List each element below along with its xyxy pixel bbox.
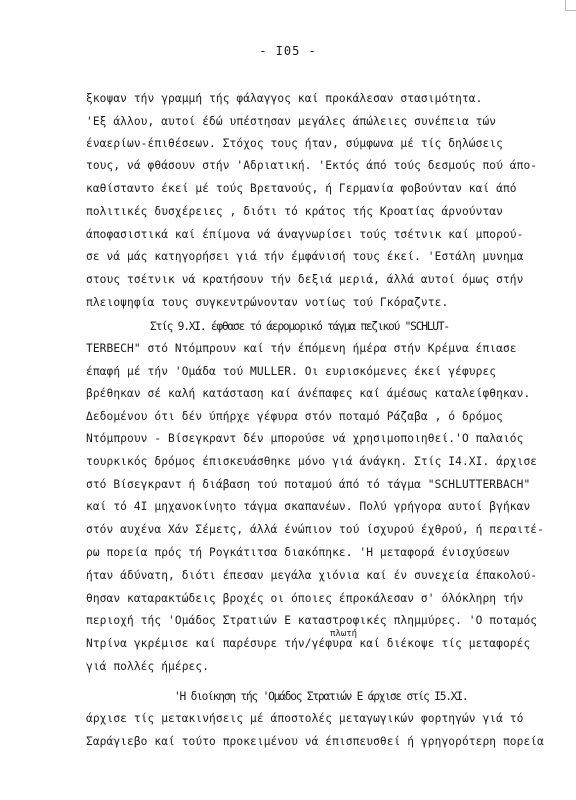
- text-line-14: βρέθηκαν σέ καλή κατάσταση καί άνέπαφες καί άμέσως καταλείφθηκαν.: [86, 387, 531, 400]
- text-line-24: περιοχή τής 'Ομάδος Στρατιών Ε καταστροφικές πλημμύρες. 'Ο ποταμός: [86, 614, 538, 627]
- text-line-25: Ντρίνα γκρέμισε καί παρέσυρε τήν/γέφυρα καί διέκοψε τίς μεταφορές: [86, 637, 531, 650]
- text-line-16: Ντόμπρουν - Βίσεγκραντ δέν μπορούσε νά χρησιμοποιηθεί.'Ο παλαιός: [86, 432, 524, 445]
- text-line-6: πολιτικές δυσχέρειες , διότι τό κράτος τής Κροατίας άρνούνταν: [86, 205, 503, 218]
- text-line-27: 'Η διοίκηση τής 'Ομάδος Στρατιών Ε άρχισε στίς I5.XI.: [174, 690, 468, 703]
- text-line-1: ξκοψαν τήν γραμμή τής φάλαγγος καί προκάλεσαν στασιμότητα.: [86, 92, 483, 105]
- text-line-28: άρχισε τίς μετακινήσεις μέ άποστολές μεταγωγικών φορτηγών γιά τό: [86, 712, 524, 725]
- text-line-2: 'Εξ άλλου, αυτοί έδώ υπέστησαν μεγάλες άπώλειες συνέπεια τών: [86, 115, 497, 128]
- text-line-15: Δεδομένου ότι δέν ύπήρχε γέφυρα στόν ποταμό Ράζαβα , ό δρόμος: [86, 410, 503, 423]
- text-line-18: στό Βίσεγκραντ ή διάβαση τού ποταμού άπό τό τάγμα "SCHLUTTERBACH": [86, 478, 531, 491]
- text-line-23: θησαν καταρακτώδεις βροχές οι όποιες έπροκάλεσαν σ' όλόκληρη τήν: [86, 592, 524, 605]
- text-line-4: τους, νά φθάσουν στήν 'Αδριατική. 'Εκτός άπό τούς δεσμούς πού άπο-: [86, 159, 538, 172]
- text-line-3: έναερίων-έπιθέσεων. Στόχος τους ήταν, σύμφωνα μέ τίς δηλώσεις: [86, 137, 503, 150]
- text-line-21: ρω πορεία πρός τή Ρογκάτιτσα διακόπηκε. 'Η μεταφορά ένισχύσεων: [86, 546, 510, 559]
- text-line-22: ήταν άδύνατη, διότι έπεσαν μεγάλα χιόνια καί έν συνεχεία έπακολού-: [86, 569, 538, 582]
- text-line-5: καθίσταντο έκεί μέ τούς Βρετανούς, ή Γερμανία φοβούνταν καί άπό: [86, 182, 517, 195]
- text-line-17: τουρκικός δρόμος έπισκευάσθηκε μόνο γιά άνάγκη. Στίς I4.XI. άρχισε: [86, 455, 538, 468]
- text-line-26: γιά πολλές ήμέρες.: [86, 660, 210, 673]
- text-line-20: στόν αυχένα Χάν Σέμετς, άλλά ένώπιον τού ίσχυρού έχθρού, ή περαιτέ-: [86, 523, 544, 536]
- handwritten-insertion: πλωτή: [330, 629, 358, 639]
- text-line-11: Στίς 9.XI. έφθασε τό άερομορικό τάγμα πεζικού "SCHLUT-: [150, 320, 449, 333]
- text-line-8: σε νά μάς κατηγορήσει γιά τήν έμφάνισή τους έκεί. 'Εστάλη μυνημα: [86, 250, 524, 263]
- text-line-13: έπαφή μέ τήν 'Ομάδα τού MULLER. Οι ευρισκόμενες έκεί γέφυρες: [86, 365, 497, 378]
- text-line-7: άποφασιστικά καί έπίμονα νά άναγνωρίσει τούς τσέτνικ καί μπορού-: [86, 228, 524, 241]
- scan-corner-mark: [565, 0, 576, 11]
- text-line-10: πλειοψηφία τους συγκεντρώνονταν νοτίως τού Γκόραζντε.: [86, 296, 449, 309]
- text-line-12: TERBECH" στό Ντόμπρουν καί τήν έπόμενη ήμέρα στήν Κρέμνα έπιασε: [86, 342, 517, 355]
- text-line-29: Σαράγιεβο καί τούτο προκειμένου νά έπισπευσθεί ή γρηγορότερη πορεία: [86, 735, 544, 748]
- text-line-9: στους τσέτνικ νά κρατήσουν τήν δεξιά μεριά, άλλά αυτοί όμως στήν: [86, 273, 524, 286]
- page-number: - I05 -: [259, 44, 317, 58]
- text-line-19: καί τό 4I μηχανοκίνητο τάγμα σκαπανέων. Πολύ γρήγορα αυτοί βγήκαν: [86, 500, 531, 513]
